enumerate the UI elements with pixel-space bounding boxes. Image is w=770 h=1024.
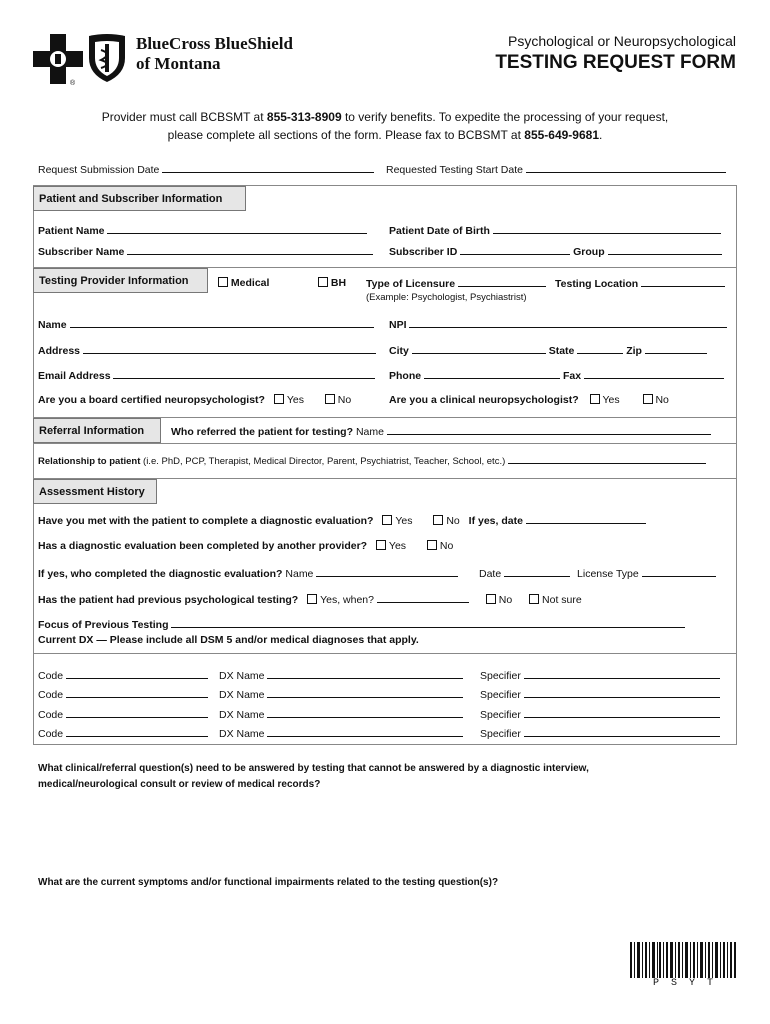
provider-phone: 855-313-8909: [266, 110, 342, 124]
clinical-no-checkbox[interactable]: [643, 394, 653, 404]
provider-fax: 855-649-9681: [524, 128, 599, 142]
code-label: Code: [38, 709, 64, 721]
licensure-field[interactable]: [458, 276, 546, 287]
other-yes-checkbox[interactable]: [376, 540, 386, 550]
bluecross-logo: [33, 34, 83, 84]
clinical-question: Are you a clinical neuropsychologist?: [389, 394, 579, 406]
brand-name-line2: of Montana: [136, 54, 221, 73]
state-label: State: [548, 345, 575, 357]
neuro-yes-checkbox[interactable]: [274, 394, 284, 404]
met-date-field[interactable]: [526, 513, 646, 524]
city-label: City: [389, 345, 409, 357]
city-field[interactable]: [412, 343, 546, 354]
symptoms-question: What are the current symptoms and/or functional impairments related to the testing question(s)?: [38, 877, 499, 888]
dx-name-field[interactable]: [267, 707, 463, 718]
form-subtitle: Psychological or Neuropsychological: [507, 33, 736, 49]
form-title: TESTING REQUEST FORM: [495, 52, 736, 73]
neuro-question: Are you a board certified neuropsychologist?: [38, 394, 265, 406]
provider-name-label: Name: [38, 319, 67, 331]
intro-text: .: [599, 128, 603, 142]
intro-line1: [0, 110, 770, 124]
specifier-field[interactable]: [524, 687, 720, 698]
intro-text: Provider must call BCBSMT at: [101, 110, 267, 124]
subscriber-name-field[interactable]: [127, 244, 373, 255]
clinical-yes-checkbox[interactable]: [590, 394, 600, 404]
referral-section-label: Referral Information: [33, 418, 161, 443]
met-no-label: No: [446, 515, 460, 527]
prev-no-checkbox[interactable]: [486, 594, 496, 604]
dx-name-field[interactable]: [267, 668, 463, 679]
intro-text: to verify benefits. To expedite the processing of your request,: [341, 110, 669, 124]
clinical-no-label: No: [655, 394, 669, 406]
bh-label: BH: [330, 277, 347, 289]
dx-name-field[interactable]: [267, 687, 463, 698]
divider: [33, 653, 737, 654]
subscriber-id-label: Subscriber ID: [389, 246, 458, 258]
specifier-label: Specifier: [480, 670, 521, 682]
clinical-question-line1: What clinical/referral question(s) need to be answered by testing that cannot be answered by a diagnostic interview,: [38, 763, 589, 774]
code-field[interactable]: [66, 668, 208, 679]
met-question: Have you met with the patient to complete a diagnostic evaluation?: [38, 515, 374, 527]
relationship-options: (i.e. PhD, PCP, Therapist, Medical Director, Parent, Psychiatrist, Teacher, School, etc.): [143, 456, 506, 467]
testing-location-field[interactable]: [641, 276, 725, 287]
specifier-field[interactable]: [524, 726, 720, 737]
fax-label: Fax: [562, 370, 582, 382]
specifier-field[interactable]: [524, 668, 720, 679]
prev-yes-checkbox[interactable]: [307, 594, 317, 604]
referral-name-field[interactable]: [387, 424, 711, 435]
provider-section-label: Testing Provider Information: [33, 268, 208, 293]
phone-field[interactable]: [424, 368, 560, 379]
code-field[interactable]: [66, 726, 208, 737]
code-label: Code: [38, 670, 64, 682]
dx-name-label: DX Name: [219, 689, 265, 701]
divider: [33, 443, 737, 444]
referral-who-question: Who referred the patient for testing?: [171, 426, 354, 438]
who-date-label: Date: [479, 568, 502, 580]
patient-section-label: Patient and Subscriber Information: [33, 186, 246, 211]
barcode-text: P S Y T: [652, 978, 713, 989]
referral-name-label: Name: [355, 426, 384, 438]
start-date-field[interactable]: [526, 162, 726, 173]
prev-not-sure-label: Not sure: [542, 594, 582, 606]
email-field[interactable]: [113, 368, 375, 379]
submission-date-field[interactable]: [162, 162, 374, 173]
met-date-label: If yes, date: [468, 515, 523, 527]
subscriber-name-label: Subscriber Name: [38, 246, 125, 258]
code-field[interactable]: [66, 687, 208, 698]
start-date-label: Requested Testing Start Date: [386, 164, 523, 176]
fax-field[interactable]: [584, 368, 724, 379]
dx-name-label: DX Name: [219, 709, 265, 721]
patient-name-field[interactable]: [107, 223, 367, 234]
met-yes-label: Yes: [395, 515, 413, 527]
neuro-no-checkbox[interactable]: [325, 394, 335, 404]
met-yes-checkbox[interactable]: [382, 515, 392, 525]
prev-no-label: No: [498, 594, 513, 606]
specifier-label: Specifier: [480, 709, 521, 721]
group-field[interactable]: [608, 244, 722, 255]
other-yes-label: Yes: [388, 540, 407, 552]
licensure-label: Type of Licensure: [366, 278, 456, 290]
zip-label: Zip: [626, 345, 642, 357]
other-no-label: No: [439, 540, 454, 552]
who-date-field[interactable]: [504, 566, 570, 577]
who-name-label: Name: [285, 568, 314, 580]
address-field[interactable]: [83, 343, 376, 354]
testing-location-label: Testing Location: [555, 278, 639, 290]
npi-label: NPI: [389, 319, 407, 331]
met-no-checkbox[interactable]: [433, 515, 443, 525]
prev-when-field[interactable]: [377, 592, 469, 603]
patient-dob-label: Patient Date of Birth: [389, 225, 490, 237]
specifier-label: Specifier: [480, 689, 521, 701]
registered-mark: ®: [70, 80, 76, 87]
clinical-question-answer[interactable]: [38, 796, 728, 870]
blueshield-logo: [87, 34, 127, 84]
neuro-no-label: No: [337, 394, 352, 406]
who-name-field[interactable]: [316, 566, 458, 577]
code-field[interactable]: [66, 707, 208, 718]
subscriber-id-field[interactable]: [460, 244, 570, 255]
phone-label: Phone: [389, 370, 422, 382]
prev-testing-question: Has the patient had previous psychological testing?: [38, 594, 299, 606]
other-no-checkbox[interactable]: [427, 540, 437, 550]
intro-text: please complete all sections of the form. Please fax to BCBSMT at: [167, 128, 525, 142]
focus-field[interactable]: [171, 617, 685, 628]
patient-name-label: Patient Name: [38, 225, 105, 237]
dx-name-field[interactable]: [267, 726, 463, 737]
current-dx-label: Current DX — Please include all DSM 5 and/or medical diagnoses that apply.: [38, 634, 419, 646]
other-provider-question: Has a diagnostic evaluation been completed by another provider?: [38, 540, 368, 552]
code-label: Code: [38, 728, 64, 740]
npi-field[interactable]: [409, 317, 727, 328]
clinical-question-line2: medical/neurological consult or review of medical records?: [38, 779, 321, 790]
relationship-label: Relationship to patient: [38, 456, 141, 467]
assessment-section-label: Assessment History: [33, 479, 157, 504]
license-type-field[interactable]: [642, 566, 716, 577]
state-field[interactable]: [577, 343, 623, 354]
brand-name-line1: BlueCross BlueShield: [136, 34, 293, 53]
group-label: Group: [573, 246, 605, 258]
provider-name-field[interactable]: [70, 317, 374, 328]
email-label: Email Address: [38, 370, 111, 382]
patient-dob-field[interactable]: [493, 223, 721, 234]
symptoms-answer[interactable]: [38, 894, 618, 1004]
license-type-label: License Type: [577, 568, 639, 580]
specifier-label: Specifier: [480, 728, 521, 740]
barcode: [630, 942, 736, 978]
bh-checkbox[interactable]: [318, 277, 328, 287]
dx-name-label: DX Name: [219, 728, 265, 740]
address-label: Address: [38, 345, 81, 357]
intro-line2: [0, 128, 770, 142]
relationship-field[interactable]: [508, 455, 706, 464]
focus-label: Focus of Previous Testing: [38, 619, 169, 631]
specifier-field[interactable]: [524, 707, 720, 718]
zip-field[interactable]: [645, 343, 707, 354]
code-label: Code: [38, 689, 64, 701]
prev-not-sure-checkbox[interactable]: [529, 594, 539, 604]
medical-label: Medical: [230, 277, 270, 289]
clinical-yes-label: Yes: [602, 394, 620, 406]
medical-checkbox[interactable]: [218, 277, 228, 287]
who-completed-question: If yes, who completed the diagnostic evaluation?: [38, 568, 283, 580]
prev-yes-label: Yes, when?: [320, 594, 374, 606]
submission-date-label: Request Submission Date: [38, 164, 160, 176]
neuro-yes-label: Yes: [286, 394, 304, 406]
dx-name-label: DX Name: [219, 670, 265, 682]
licensure-example: (Example: Psychologist, Psychiastrist): [366, 292, 527, 303]
